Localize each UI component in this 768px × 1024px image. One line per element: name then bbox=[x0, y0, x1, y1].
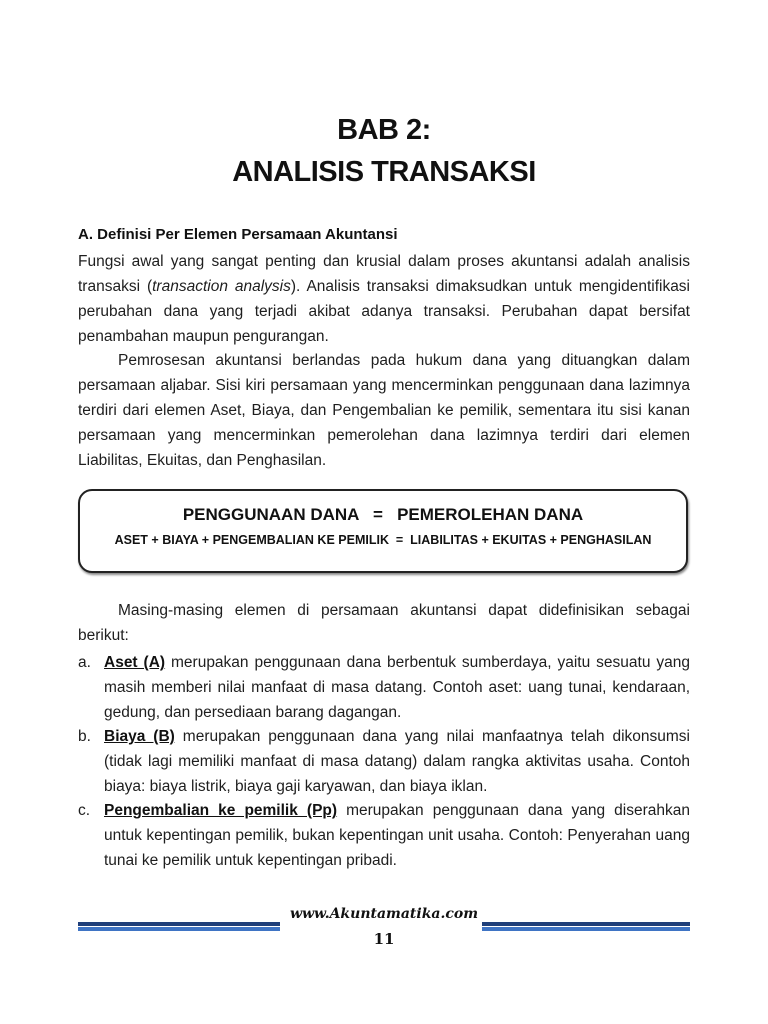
term-pengembalian: Pengembalian ke pemilik (Pp) bbox=[104, 802, 338, 819]
paragraph-intro bbox=[78, 249, 690, 349]
paragraph-intro-italic: transaction analysis bbox=[152, 278, 291, 295]
list-item-biaya bbox=[78, 724, 690, 799]
paragraph-intro-part1: Fungsi awal yang sangat penting dan krusial dalam proses akuntansi adalah analisis transaksi ( bbox=[78, 253, 690, 295]
list-marker: c. bbox=[78, 802, 91, 819]
definition-aset: merupakan penggunaan dana berbentuk sumberdaya, yaitu sesuatu yang masih memberi nilai manfaat di masa datang. Contoh aset: uang tunai, kendaraan, gedung, dan persediaan barang dagangan. bbox=[104, 654, 690, 721]
definition-biaya: merupakan penggunaan dana yang nilai manfaatnya telah dikonsumsi (tidak lagi memiliki manfaat di masa datang) dalam rangka aktivitas usaha. Contoh biaya: biaya listrik, biaya gaji karyawan, dan biaya iklan. bbox=[104, 728, 690, 795]
equation-main: PENGGUNAAN DANA = PEMEROLEHAN DANA bbox=[182, 505, 584, 524]
page-number: 11 bbox=[373, 930, 395, 948]
chapter-title: ANALISIS TRANSAKSI bbox=[232, 156, 536, 188]
list-marker: a. bbox=[78, 654, 91, 671]
paragraph-intro-part2: ). Analisis transaksi dimaksudkan untuk mengidentifikasi perubahan dana yang terjadi akibat adanya transaksi. Perubahan dapat bersifat penambahan maupun pengurangan. bbox=[78, 278, 691, 345]
term-aset: Aset (A) bbox=[104, 654, 166, 671]
footer-website: www.Akuntamatika.com bbox=[289, 906, 479, 922]
equation-elements: ASET + BIAYA + PENGEMBALIAN KE PEMILIK = LIABILITAS + EKUITAS + PENGHASILAN bbox=[114, 533, 652, 547]
term-biaya: Biaya (B) bbox=[104, 728, 175, 745]
definition-pengembalian: merupakan penggunaan dana yang diserahkan untuk kepentingan pemilik, bukan kepentingan unit usaha. Contoh: Penyerahan uang tunai ke pemilik untuk kepentingan pribadi. bbox=[104, 802, 690, 869]
chapter-label: BAB 2: bbox=[337, 114, 431, 146]
paragraph-definitions-intro: Masing-masing elemen di persamaan akuntansi dapat didefinisikan sebagai berikut: bbox=[78, 602, 690, 644]
list-item-aset bbox=[78, 650, 690, 725]
section-heading: A. Definisi Per Elemen Persamaan Akuntansi bbox=[78, 226, 398, 243]
equation-box bbox=[78, 489, 688, 573]
list-marker: b. bbox=[78, 728, 91, 745]
paragraph-equation-basis: Pemrosesan akuntansi berlandas pada hukum dana yang dituangkan dalam persamaan aljabar. Sisi kiri persamaan yang mencerminkan penggunaan dana lazimnya terdiri dari elemen Aset, Biaya, dan Pengembalian ke pemilik, sementara itu sisi kanan persamaan yang mencerminkan pemerolehan dana lazimnya terdiri dari elemen Liabilitas, Ekuitas, dan Penghasilan. bbox=[78, 352, 690, 469]
list-item-pengembalian bbox=[78, 798, 690, 873]
